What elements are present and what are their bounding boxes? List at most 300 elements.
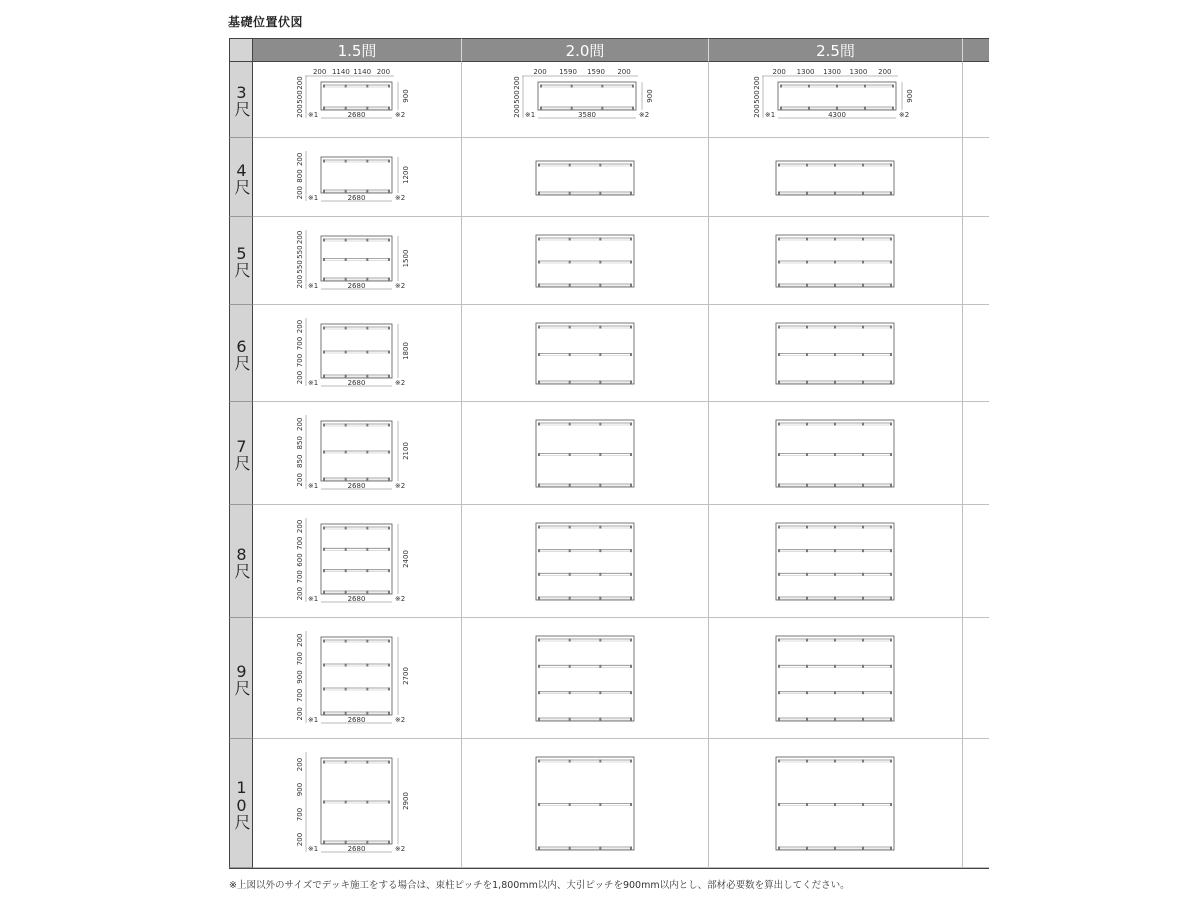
post-mark	[834, 164, 836, 167]
post-mark	[862, 847, 864, 850]
post-mark	[345, 451, 347, 454]
grid-cell	[462, 62, 709, 138]
post-mark	[890, 423, 892, 426]
post-mark	[778, 526, 780, 529]
post-mark	[599, 573, 601, 576]
post-mark	[388, 478, 390, 481]
dimension-label-top: 1300	[823, 68, 841, 76]
post-mark	[778, 353, 780, 356]
post-mark	[388, 160, 390, 163]
post-mark	[345, 190, 347, 193]
post-mark	[323, 160, 325, 163]
post-mark	[808, 85, 810, 88]
post-mark	[366, 801, 368, 804]
foundation-plan-table	[229, 38, 989, 869]
page-title: 基礎位置伏図	[228, 15, 304, 29]
post-mark	[630, 847, 632, 850]
post-mark	[345, 801, 347, 804]
grid-cell	[963, 505, 989, 618]
dimension-label-width: 3580	[578, 111, 596, 119]
post-mark	[571, 107, 573, 110]
dimension-label-width: 2680	[347, 194, 366, 202]
row-header-10shaku	[229, 739, 253, 868]
post-mark	[538, 326, 540, 329]
dimension-label-left: 200	[753, 76, 761, 90]
post-mark	[862, 353, 864, 356]
foundation-diagram	[253, 505, 462, 618]
post-mark	[599, 238, 601, 241]
row-header-3shaku	[229, 62, 253, 138]
post-mark	[778, 381, 780, 384]
post-mark	[388, 351, 390, 354]
dimension-label-top: 200	[617, 68, 631, 76]
post-mark	[538, 691, 540, 694]
note-mark-1: ※1	[307, 282, 319, 290]
note-mark-2: ※2	[394, 194, 406, 202]
post-mark	[538, 639, 540, 642]
post-mark	[388, 640, 390, 643]
post-mark	[630, 665, 632, 668]
foundation-diagram	[253, 138, 462, 217]
post-mark	[890, 760, 892, 763]
post-mark	[890, 192, 892, 195]
column-header-partial	[963, 38, 989, 62]
foundation-diagram	[462, 618, 709, 739]
post-mark	[834, 484, 836, 487]
post-mark	[862, 718, 864, 721]
post-mark	[388, 258, 390, 261]
deck-outline	[536, 523, 634, 600]
dimension-label-top: 1140	[353, 68, 372, 76]
post-mark	[388, 591, 390, 594]
post-mark	[890, 164, 892, 167]
grid-cell	[709, 505, 963, 618]
note-mark-1: ※1	[307, 595, 319, 603]
dimension-label-top: 1590	[587, 68, 605, 76]
post-mark	[366, 327, 368, 330]
post-mark	[890, 526, 892, 529]
post-mark	[862, 526, 864, 529]
note-mark-1: ※1	[307, 845, 319, 853]
post-mark	[569, 691, 571, 694]
note-mark-2: ※2	[394, 595, 406, 603]
post-mark	[323, 761, 325, 764]
post-mark	[599, 453, 601, 456]
post-mark	[388, 424, 390, 427]
post-mark	[323, 190, 325, 193]
post-mark	[345, 761, 347, 764]
post-mark	[569, 381, 571, 384]
post-mark	[630, 639, 632, 642]
post-mark	[862, 453, 864, 456]
post-mark	[806, 238, 808, 241]
grid-cell	[253, 138, 462, 217]
column-header-2-0ken: 2.0間	[462, 38, 709, 62]
post-mark	[345, 640, 347, 643]
dimension-label-total: 1500	[402, 249, 410, 268]
post-mark	[540, 107, 542, 110]
post-mark	[366, 278, 368, 281]
grid-cell	[709, 402, 963, 505]
post-mark	[323, 569, 325, 572]
post-mark	[778, 192, 780, 195]
row-header-label: 6尺	[232, 336, 251, 370]
row-header-label: 10尺	[232, 777, 251, 829]
note-mark-2: ※2	[394, 482, 406, 490]
note-mark-1: ※1	[307, 482, 319, 490]
post-mark	[834, 261, 836, 264]
post-mark	[862, 164, 864, 167]
post-mark	[780, 107, 782, 110]
post-mark	[569, 326, 571, 329]
post-mark	[345, 688, 347, 691]
post-mark	[323, 327, 325, 330]
post-mark	[806, 453, 808, 456]
dimension-label-left: 850	[296, 436, 304, 450]
post-mark	[569, 665, 571, 668]
post-mark	[599, 192, 601, 195]
post-mark	[323, 239, 325, 242]
post-mark	[599, 381, 601, 384]
post-mark	[366, 85, 368, 88]
post-mark	[806, 760, 808, 763]
post-mark	[345, 160, 347, 163]
post-mark	[890, 665, 892, 668]
post-mark	[630, 760, 632, 763]
dimension-label-width: 4300	[828, 111, 846, 119]
post-mark	[808, 107, 810, 110]
post-mark	[599, 718, 601, 721]
post-mark	[834, 353, 836, 356]
dimension-label-total: 2400	[402, 550, 410, 568]
dimension-label-left: 700	[296, 651, 304, 666]
post-mark	[806, 423, 808, 426]
post-mark	[630, 718, 632, 721]
post-mark	[890, 597, 892, 600]
post-mark	[630, 803, 632, 806]
post-mark	[569, 573, 571, 576]
foundation-diagram	[709, 402, 963, 505]
foundation-diagram	[462, 62, 709, 138]
post-mark	[345, 712, 347, 715]
note-mark-2: ※2	[898, 111, 910, 119]
post-mark	[834, 803, 836, 806]
deck-outline	[321, 157, 392, 193]
post-mark	[778, 597, 780, 600]
post-mark	[345, 85, 347, 88]
post-mark	[345, 569, 347, 572]
post-mark	[388, 107, 390, 110]
column-header-1-5ken: 1.5間	[253, 38, 462, 62]
post-mark	[366, 160, 368, 163]
post-mark	[862, 639, 864, 642]
post-mark	[366, 664, 368, 667]
post-mark	[862, 326, 864, 329]
post-mark	[388, 190, 390, 193]
dimension-label-top: 1300	[796, 68, 815, 76]
dimension-label-width: 2680	[347, 282, 366, 290]
post-mark	[599, 326, 601, 329]
post-mark	[806, 164, 808, 167]
dimension-label-top: 200	[312, 68, 327, 76]
post-mark	[806, 639, 808, 642]
post-mark	[388, 278, 390, 281]
post-mark	[366, 688, 368, 691]
post-mark	[569, 718, 571, 721]
post-mark	[366, 351, 368, 354]
foundation-diagram	[462, 739, 709, 868]
post-mark	[569, 353, 571, 356]
dimension-label-left: 550	[296, 245, 304, 259]
dimension-label-left: 200	[296, 76, 304, 90]
post-mark	[569, 549, 571, 552]
post-mark	[834, 718, 836, 721]
post-mark	[388, 548, 390, 551]
post-mark	[366, 548, 368, 551]
foundation-diagram	[462, 505, 709, 618]
post-mark	[388, 85, 390, 88]
dimension-label-left: 200	[296, 586, 304, 601]
dimension-label-left: 700	[296, 570, 304, 584]
deck-outline	[538, 82, 636, 110]
deck-outline	[776, 523, 894, 600]
foundation-diagram	[253, 618, 462, 739]
post-mark	[890, 238, 892, 241]
post-mark	[778, 326, 780, 329]
dimension-label-top: 200	[772, 68, 786, 76]
dimension-label-left: 200	[296, 274, 304, 289]
dimension-label-left: 500	[296, 90, 304, 104]
post-mark	[366, 712, 368, 715]
post-mark	[345, 375, 347, 378]
post-mark	[569, 261, 571, 264]
post-mark	[388, 375, 390, 378]
post-mark	[892, 107, 894, 110]
dimension-label-total: 1200	[402, 166, 410, 184]
dimension-label-width: 2680	[347, 595, 366, 603]
post-mark	[806, 526, 808, 529]
post-mark	[778, 718, 780, 721]
post-mark	[806, 261, 808, 264]
post-mark	[345, 478, 347, 481]
dimension-label-left: 900	[296, 782, 304, 797]
dimension-label-width: 2680	[347, 379, 366, 387]
post-mark	[630, 381, 632, 384]
post-mark	[834, 326, 836, 329]
grid-cell	[709, 138, 963, 217]
post-mark	[890, 284, 892, 287]
foundation-diagram	[462, 138, 709, 217]
post-mark	[538, 484, 540, 487]
dimension-label-total: 900	[906, 89, 914, 103]
post-mark	[630, 453, 632, 456]
post-mark	[538, 597, 540, 600]
post-mark	[890, 453, 892, 456]
post-mark	[778, 665, 780, 668]
dimension-label-total: 1800	[402, 342, 410, 360]
post-mark	[538, 284, 540, 287]
note-mark-2: ※2	[394, 845, 406, 853]
post-mark	[601, 85, 603, 88]
foundation-diagram	[709, 138, 963, 217]
dimension-label-left: 200	[296, 185, 304, 200]
post-mark	[890, 639, 892, 642]
post-mark	[806, 284, 808, 287]
dimension-label-top: 200	[878, 68, 892, 76]
foundation-diagram	[253, 739, 462, 868]
post-mark	[366, 569, 368, 572]
post-mark	[599, 484, 601, 487]
post-mark	[388, 801, 390, 804]
post-mark	[388, 327, 390, 330]
dimension-label-left: 200	[296, 757, 304, 772]
post-mark	[366, 451, 368, 454]
grid-cell	[963, 618, 989, 739]
dimension-label-left: 200	[513, 104, 521, 118]
dimension-label-left: 200	[296, 832, 304, 847]
post-mark	[538, 192, 540, 195]
post-mark	[323, 527, 325, 530]
post-mark	[599, 526, 601, 529]
post-mark	[538, 847, 540, 850]
dimension-label-left: 200	[513, 76, 521, 90]
dimension-label-left: 500	[513, 90, 521, 104]
note-mark-1: ※1	[307, 716, 319, 724]
grid-cell	[963, 305, 989, 402]
dimension-label-left: 200	[296, 519, 304, 534]
row-header-5shaku	[229, 217, 253, 305]
post-mark	[323, 478, 325, 481]
post-mark	[323, 107, 325, 110]
post-mark	[388, 569, 390, 572]
post-mark	[366, 640, 368, 643]
post-mark	[806, 326, 808, 329]
post-mark	[862, 381, 864, 384]
dimension-label-left: 850	[296, 454, 304, 468]
foundation-diagram	[462, 305, 709, 402]
post-mark	[388, 761, 390, 764]
grid-cell	[253, 618, 462, 739]
post-mark	[538, 549, 540, 552]
post-mark	[345, 548, 347, 551]
post-mark	[890, 326, 892, 329]
post-mark	[345, 107, 347, 110]
dimension-label-left: 700	[296, 807, 304, 822]
post-mark	[778, 484, 780, 487]
post-mark	[630, 484, 632, 487]
post-mark	[538, 423, 540, 426]
post-mark	[345, 527, 347, 530]
post-mark	[778, 164, 780, 167]
post-mark	[806, 353, 808, 356]
post-mark	[834, 549, 836, 552]
post-mark	[864, 107, 866, 110]
note-mark-1: ※1	[524, 111, 536, 119]
grid-cell	[709, 217, 963, 305]
post-mark	[630, 691, 632, 694]
post-mark	[599, 803, 601, 806]
dimension-label-left: 800	[296, 169, 304, 183]
post-mark	[890, 803, 892, 806]
post-mark	[366, 841, 368, 844]
row-header-4shaku	[229, 138, 253, 217]
foundation-diagram	[709, 305, 963, 402]
grid-cell	[253, 305, 462, 402]
row-header-8shaku	[229, 505, 253, 618]
post-mark	[538, 453, 540, 456]
dimension-label-total: 900	[646, 89, 654, 103]
grid-cell	[253, 739, 462, 868]
post-mark	[890, 261, 892, 264]
post-mark	[569, 597, 571, 600]
post-mark	[778, 261, 780, 264]
post-mark	[366, 527, 368, 530]
post-mark	[366, 761, 368, 764]
post-mark	[599, 691, 601, 694]
dimension-label-width: 2680	[347, 482, 366, 490]
deck-outline	[321, 637, 392, 715]
note-mark-1: ※1	[307, 111, 319, 119]
post-mark	[890, 691, 892, 694]
post-mark	[632, 85, 634, 88]
dimension-label-total: 2100	[402, 442, 410, 460]
grid-cell	[709, 618, 963, 739]
dimension-label-left: 200	[296, 707, 304, 721]
post-mark	[630, 284, 632, 287]
grid-cell	[253, 505, 462, 618]
dimension-label-left: 700	[296, 336, 304, 351]
grid-cell	[462, 138, 709, 217]
post-mark	[366, 258, 368, 261]
post-mark	[834, 639, 836, 642]
dimension-label-left: 200	[753, 104, 761, 118]
post-mark	[890, 573, 892, 576]
row-header-6shaku	[229, 305, 253, 402]
dimension-label-left: 200	[296, 104, 304, 118]
post-mark	[630, 573, 632, 576]
post-mark	[862, 760, 864, 763]
dimension-label-width: 2680	[347, 111, 366, 119]
post-mark	[630, 164, 632, 167]
post-mark	[388, 664, 390, 667]
grid-cell	[709, 62, 963, 138]
foundation-diagram	[253, 62, 462, 138]
post-mark	[836, 107, 838, 110]
post-mark	[834, 238, 836, 241]
dimension-label-top: 200	[376, 68, 391, 76]
post-mark	[630, 549, 632, 552]
post-mark	[569, 192, 571, 195]
post-mark	[632, 107, 634, 110]
dimension-label-left: 700	[296, 536, 304, 550]
post-mark	[388, 712, 390, 715]
post-mark	[890, 484, 892, 487]
post-mark	[323, 278, 325, 281]
post-mark	[538, 526, 540, 529]
dimension-label-top: 1140	[331, 68, 350, 76]
post-mark	[569, 164, 571, 167]
post-mark	[806, 691, 808, 694]
foundation-diagram	[709, 618, 963, 739]
post-mark	[806, 597, 808, 600]
foundation-diagram	[709, 739, 963, 868]
post-mark	[834, 691, 836, 694]
post-mark	[862, 573, 864, 576]
grid-cell	[253, 217, 462, 305]
dimension-label-width: 2680	[347, 716, 366, 724]
post-mark	[864, 85, 866, 88]
grid-cell	[963, 217, 989, 305]
